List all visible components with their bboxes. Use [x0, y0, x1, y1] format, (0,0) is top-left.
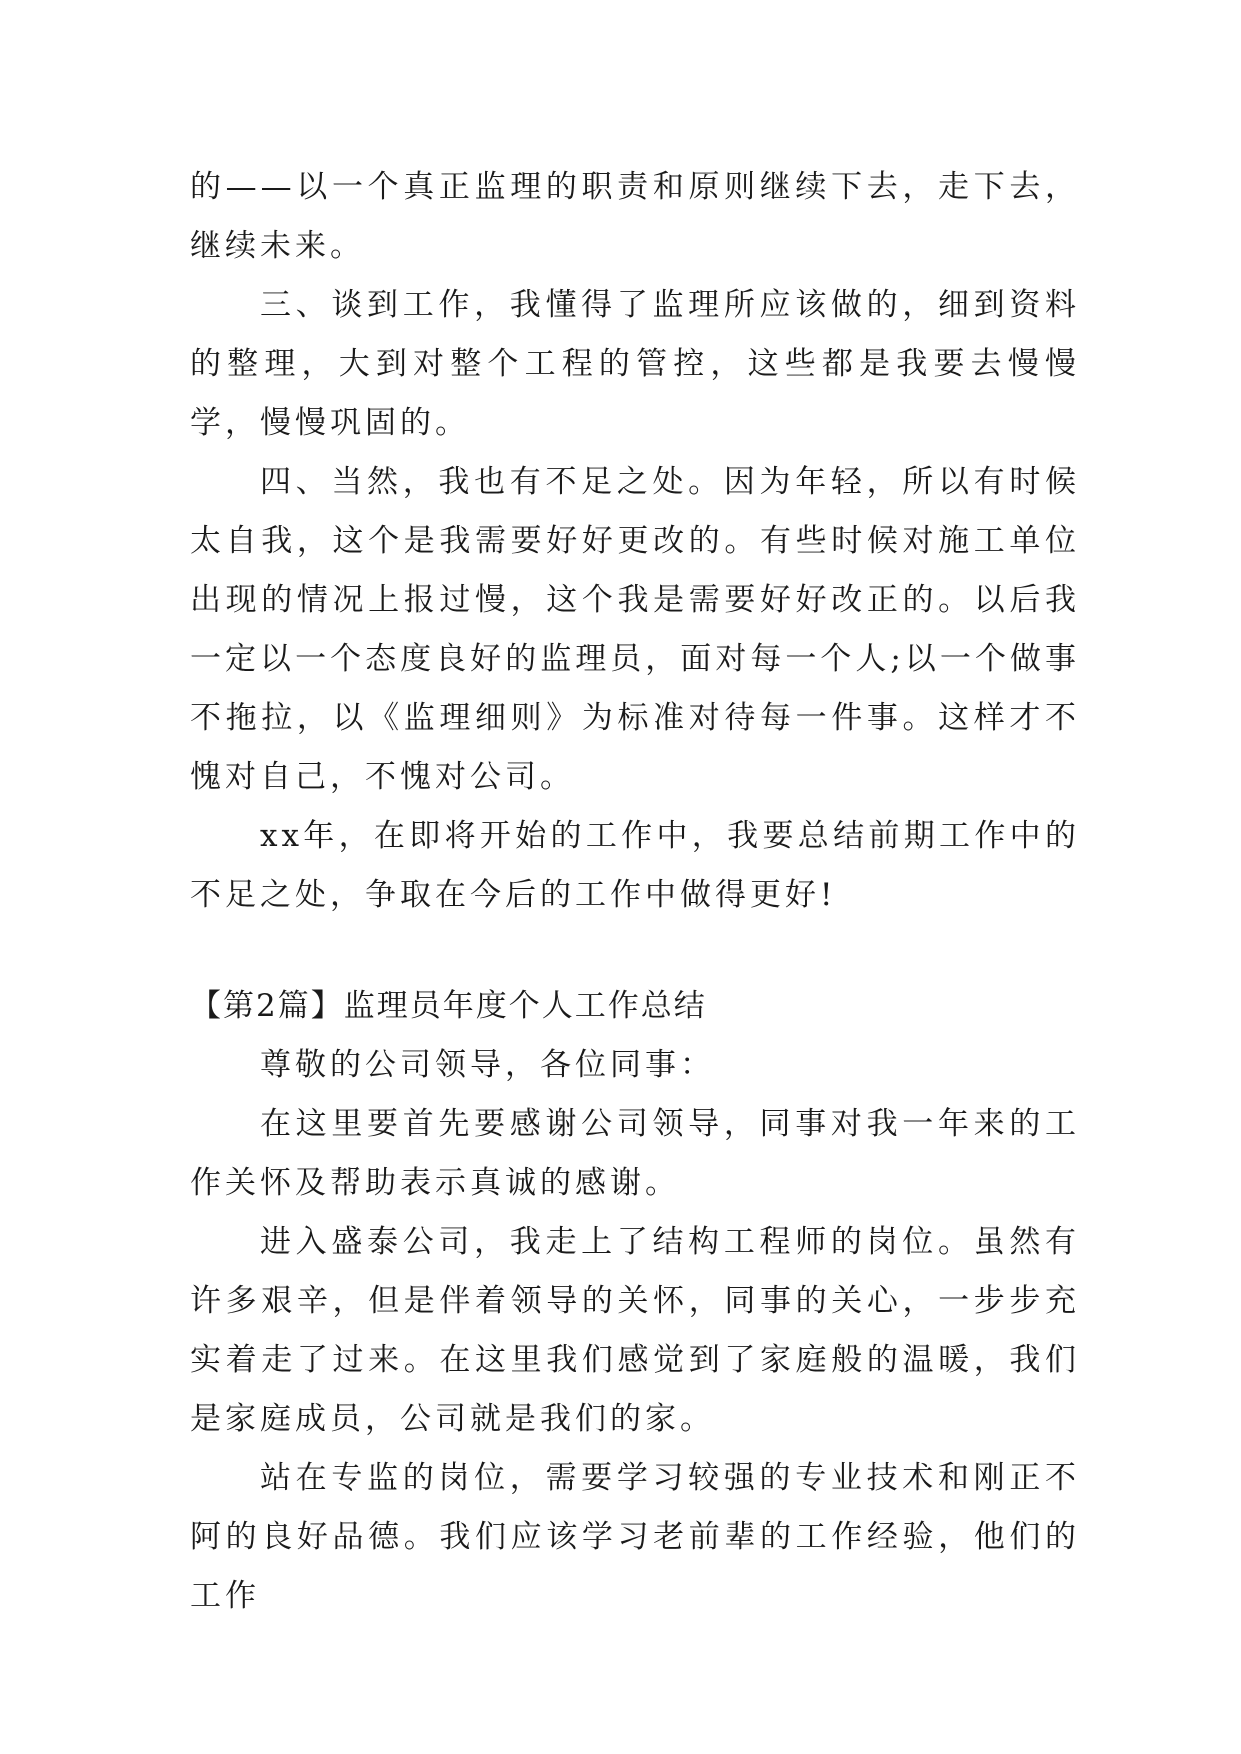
paragraph-point-four: 四、当然，我也有不足之处。因为年轻，所以有时候太自我，这个是我需要好好更改的。有些时候对施工单位出现的情况上报过慢，这个我是需要好好改正的。以后我一定以一个态度良好的监理员，面对每一个人;以一个做事不拖拉，以《监理细则》为标准对待每一件事。这样才不愧对自己，不愧对公司。: [190, 464, 1080, 795]
paragraph-supervisor-role: 站在专监的岗位，需要学习较强的专业技术和刚正不阿的良好品德。我们应该学习老前辈的工作经验，他们的工作: [190, 1460, 1080, 1614]
section-heading: 【第2篇】监理员年度个人工作总结: [190, 988, 707, 1024]
paragraph-thanks: 在这里要首先要感谢公司领导，同事对我一年来的工作关怀及帮助表示真诚的感谢。: [190, 1106, 1080, 1201]
paragraph-joining-company: 进入盛泰公司，我走上了结构工程师的岗位。虽然有许多艰辛，但是伴着领导的关怀，同事的关心，一步步充实着走了过来。在这里我们感觉到了家庭般的温暖，我们是家庭成员，公司就是我们的家。: [190, 1224, 1080, 1437]
document-body: [190, 158, 1080, 1626]
paragraph-continuation: 的——以一个真正监理的职责和原则继续下去，走下去，继续未来。: [190, 169, 1080, 264]
paragraph-point-three: 三、谈到工作，我懂得了监理所应该做的，细到资料的整理，大到对整个工程的管控，这些都是我要去慢慢学，慢慢巩固的。: [190, 287, 1080, 441]
paragraph-closing: xx年，在即将开始的工作中，我要总结前期工作中的不足之处，争取在今后的工作中做得更好!: [190, 818, 1080, 913]
paragraph-salutation: 尊敬的公司领导，各位同事：: [260, 1047, 715, 1083]
